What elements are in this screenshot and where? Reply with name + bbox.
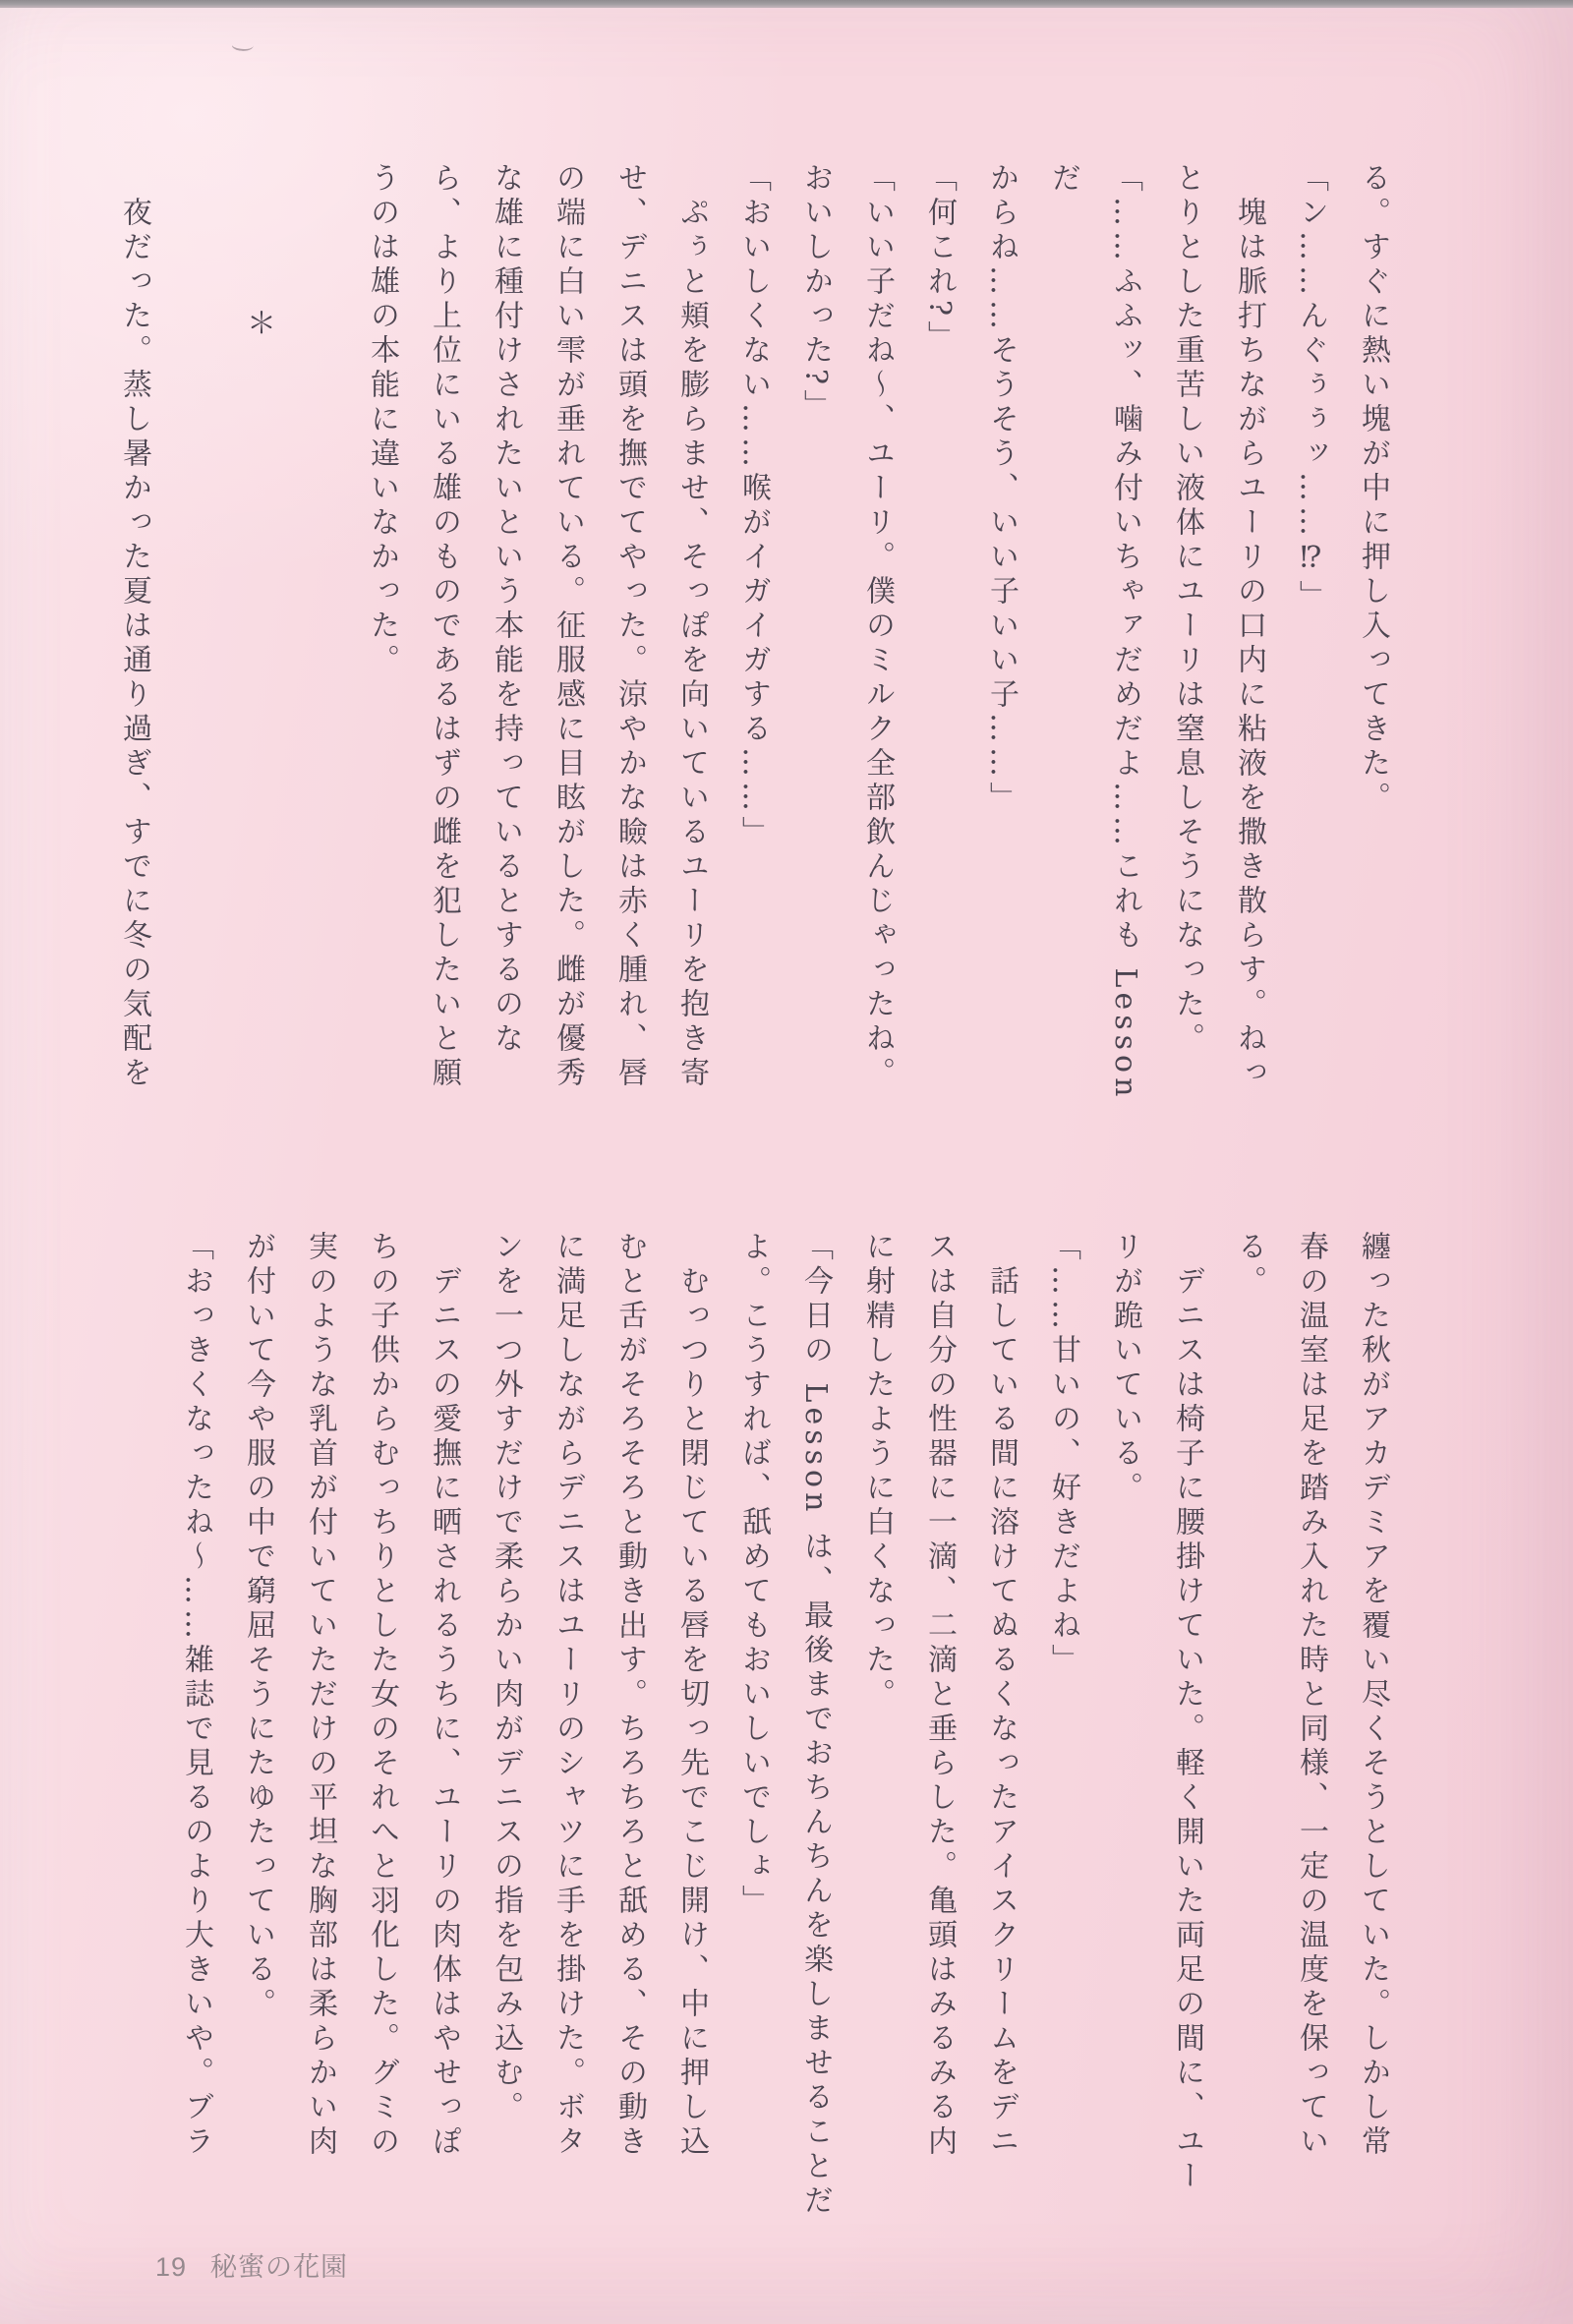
- scene-break-separator: ＊: [241, 308, 275, 337]
- book-title: 秘蜜の花園: [210, 2252, 349, 2282]
- text-column: に満足しながらデニスはユーリのシャツに手を掛けた。ボタ: [551, 1231, 585, 2160]
- text-column: 春の温室は足を踏み入れた時と同様、一定の温度を保ってい: [1294, 1231, 1328, 2160]
- page-footer: [155, 2245, 348, 2284]
- text-column: る。すぐに熱い塊が中に押し入ってきた。: [1356, 162, 1390, 816]
- text-column: ンを一つ外すだけで柔らかい肉がデニスの指を包み込む。: [489, 1231, 523, 2125]
- text-column: 実のような乳首が付いていただけの平坦な胸部は柔らかい肉: [303, 1231, 337, 2160]
- scan-edge-top: [0, 0, 1573, 8]
- text-column: 「いい子だね〜、ユーリ。僕のミルク全部飲んじゃったね。: [860, 162, 895, 1091]
- text-block-top: [103, 162, 1404, 1140]
- paper-speck: [231, 38, 254, 53]
- text-column: スは自分の性器に一滴、二滴と垂らした。亀頭はみるみる内: [922, 1231, 957, 2160]
- text-column: むっつりと閉じている唇を切っ先でこじ開け、中に押し込: [674, 1231, 709, 2160]
- text-column: からね……そうそう、いい子いい子……」: [984, 162, 1019, 816]
- text-column: リが跪いている。: [1108, 1231, 1142, 1506]
- text-column: せ、デニスは頭を撫でてやった。涼やかな瞼は赤く腫れ、唇: [612, 162, 647, 1091]
- text-column: よ。こうすれば、舐めてもおいしいでしょ」: [736, 1231, 771, 1919]
- text-column: デニスは椅子に腰掛けていた。軽く開いた両足の間に、ユー: [1170, 1231, 1204, 2194]
- text-column: 「おいしくない……喉がイガイガする……」: [736, 162, 771, 850]
- text-column: 「ン……んぐぅぅッ……⁉」: [1294, 162, 1328, 614]
- text-column: に射精したように白くなった。: [860, 1231, 895, 1713]
- text-column: うのは雄の本能に違いなかった。: [365, 162, 399, 678]
- text-column: 「……ふふッ、噛み付いちゃァだめだよ……これも Lesson だ: [1046, 162, 1142, 1102]
- text-column: 「今日の Lesson は、最後までおちんちんを楽しませることだ: [798, 1231, 833, 2219]
- text-column: な雄に種付けされたいという本能を持っているとするのな: [489, 162, 523, 1057]
- text-column: ら、より上位にいる雄のものであるはずの雌を犯したいと願: [427, 162, 461, 1091]
- text-column: 「何これ?」: [922, 162, 957, 356]
- text-column: 夜だった。蒸し暑かった夏は通り過ぎ、すでに冬の気配を: [117, 162, 151, 1091]
- text-block-bottom: [165, 1231, 1404, 2219]
- text-column: が付いて今や服の中で窮屈そうにたゆたっている。: [241, 1231, 275, 2022]
- text-column: る。: [1232, 1231, 1266, 1300]
- text-column: おいしかった?」: [798, 162, 833, 425]
- text-column: とりとした重苦しい液体にユーリは窒息しそうになった。: [1170, 162, 1204, 1057]
- text-column: 「おっきくなったね〜……雑誌で見るのより大きいや。ブラ: [179, 1231, 213, 2160]
- text-column: 「……甘いの、好きだよね」: [1046, 1231, 1080, 1678]
- text-column: 塊は脈打ちながらユーリの口内に粘液を撒き散らす。ねっ: [1232, 162, 1266, 1091]
- text-column: ぷぅと頬を膨らませ、そっぽを向いているユーリを抱き寄: [674, 162, 709, 1091]
- text-column: 話している間に溶けてぬるくなったアイスクリームをデニ: [984, 1231, 1019, 2160]
- text-column: ちの子供からむっちりとした女のそれへと羽化した。グミの: [365, 1231, 399, 2160]
- text-column: の端に白い雫が垂れている。征服感に目眩がした。雌が優秀: [551, 162, 585, 1091]
- text-column: 纏った秋がアカデミアを覆い尽くそうとしていた。しかし常: [1356, 1231, 1390, 2160]
- text-column: むと舌がそろそろと動き出す。ちろちろと舐める、その動き: [612, 1231, 647, 2160]
- page-number: 19: [155, 2252, 188, 2282]
- text-column: デニスの愛撫に晒されるうちに、ユーリの肉体はやせっぽ: [427, 1231, 461, 2160]
